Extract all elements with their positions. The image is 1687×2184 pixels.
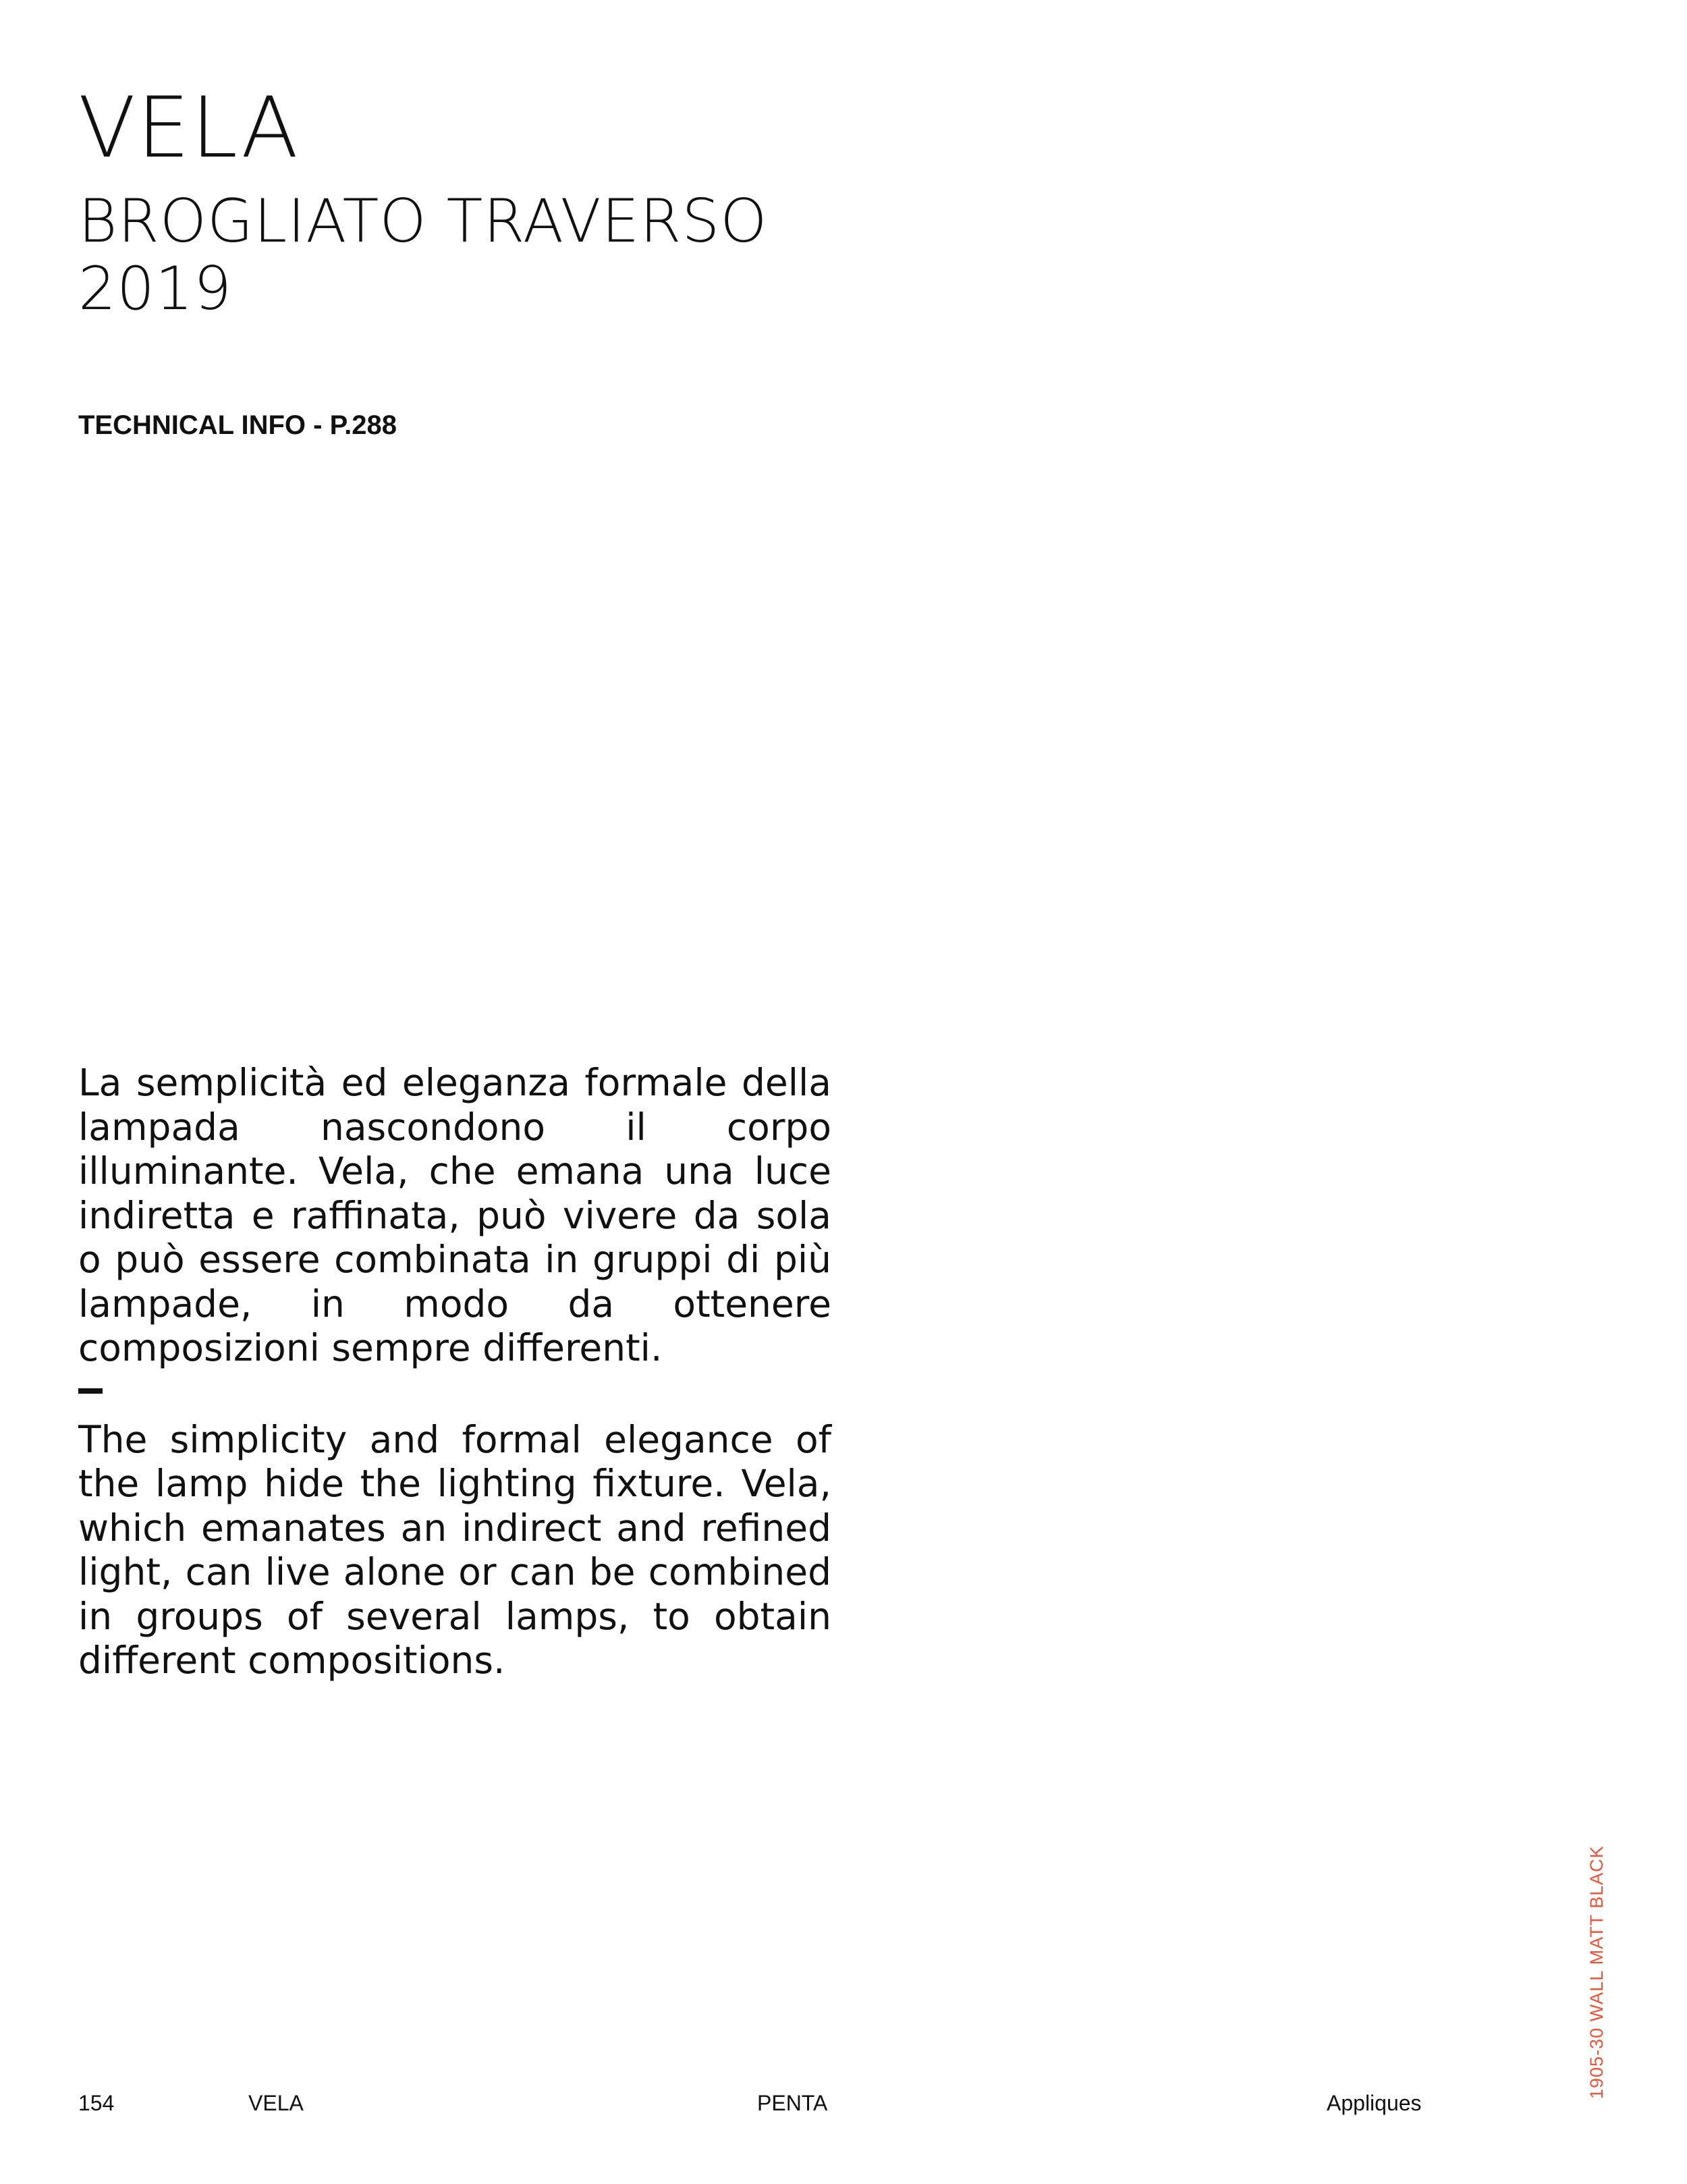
page-number: 154 — [78, 2091, 115, 2115]
product-description — [78, 1061, 831, 1683]
description-english: The simplicity and formal elegance of the lamp hide the lighting fixture. Vela, which emanates an indirect and refined light, can live alone or can be combined in groups of several lamps, to obtain different compositions. — [78, 1417, 831, 1682]
language-divider — [78, 1388, 103, 1394]
technical-info-reference: TECHNICAL INFO - P.288 — [78, 410, 397, 440]
description-italian: La semplicità ed eleganza formale della lampada nascondono il corpo illuminante. Vela, che emana una luce indiretta e raffinata, può vivere da sola o può essere combinata in gruppi di più lampade, in modo da ottenere composizioni sempre differenti. — [78, 1061, 831, 1369]
footer-category: Appliques — [1327, 2091, 1422, 2115]
design-year: 2019 — [78, 254, 232, 323]
product-code-label: 1905-30 WALL MATT BLACK — [1586, 1845, 1607, 2099]
product-subtitle — [78, 188, 768, 323]
designer-name: BROGLIATO TRAVERSO — [78, 186, 768, 256]
product-title: VELA — [78, 80, 300, 177]
footer-product-name: VELA — [248, 2091, 304, 2115]
footer-brand: PENTA — [757, 2091, 828, 2115]
